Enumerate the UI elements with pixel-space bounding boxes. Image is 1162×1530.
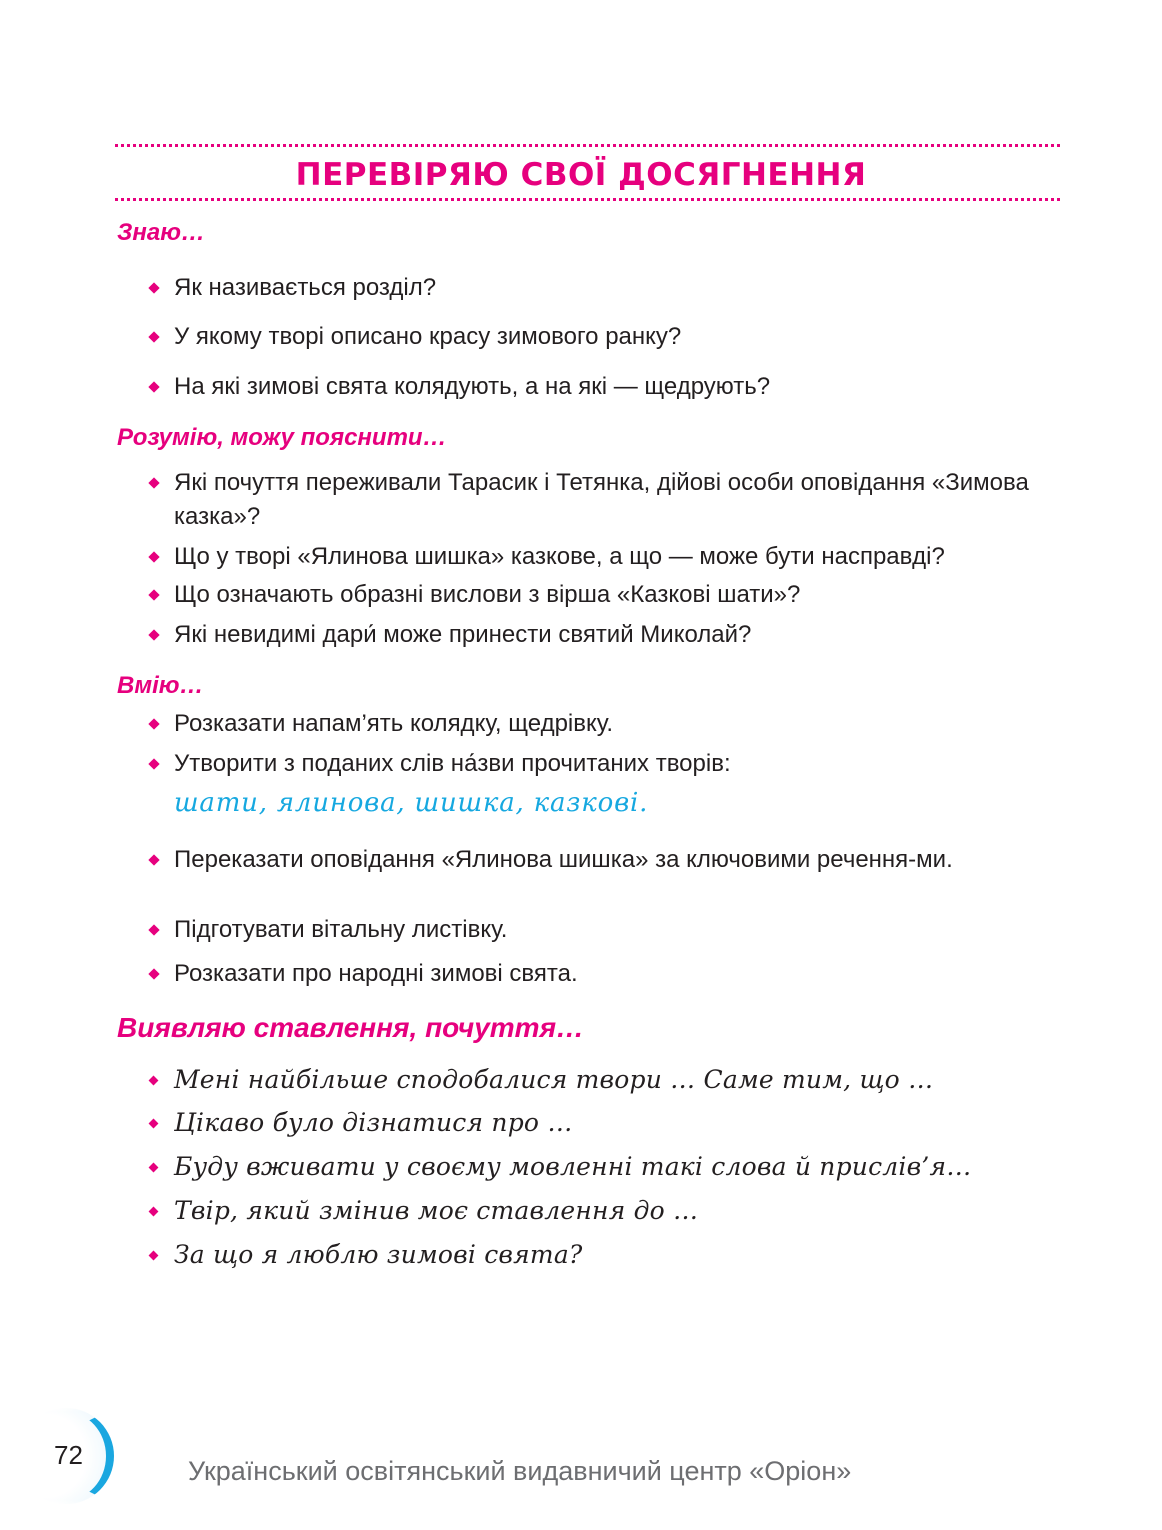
diamond-bullet-icon bbox=[148, 282, 159, 293]
publisher-footer: Український освітянський видавничий центр «Оріон» bbox=[188, 1456, 852, 1486]
diamond-bullet-icon bbox=[148, 381, 159, 392]
list-item-text: Підготувати вітальну листівку. bbox=[174, 916, 508, 943]
diamond-bullet-icon bbox=[149, 1076, 159, 1086]
diamond-bullet-icon bbox=[148, 629, 159, 640]
list-item-text: Буду вживати у своєму мовленні такі слова й прислів’я… bbox=[174, 1152, 972, 1181]
diamond-bullet-icon bbox=[148, 718, 159, 729]
list-item-text: За що я люблю зимові свята? bbox=[174, 1240, 583, 1269]
section-heading-attitude: Виявляю ставлення, почуття… bbox=[117, 1012, 585, 1043]
diamond-bullet-icon bbox=[148, 477, 159, 488]
diamond-bullet-icon bbox=[148, 331, 159, 342]
list-item-text: Що у творі «Ялинова шишка» казкове, а що — може бути насправді? bbox=[174, 543, 945, 570]
word-list: шати, ялинова, шишка, казкові. bbox=[174, 788, 649, 818]
list-item-text: У якому творі описано красу зимового ранку? bbox=[174, 323, 682, 350]
diamond-bullet-icon bbox=[148, 551, 159, 562]
diamond-bullet-icon bbox=[149, 1251, 159, 1261]
list-item-text: Утворити з поданих слів на́зви прочитаних творів: bbox=[174, 750, 731, 777]
dotted-divider-top bbox=[115, 144, 1060, 147]
diamond-bullet-icon bbox=[148, 854, 159, 865]
list-item-text: Які невидимі дари́ може принести святий Миколай? bbox=[174, 621, 752, 648]
diamond-bullet-icon bbox=[148, 968, 159, 979]
diamond-bullet-icon bbox=[149, 1163, 159, 1173]
page-number: 72 bbox=[54, 1440, 83, 1470]
list-item-text: Які почуття переживали Тарасик і Тетянка, дійові особи оповідання «Зимова казка»? bbox=[174, 469, 1029, 530]
list-item-text: Що означають образні вислови з вірша «Казкові шати»? bbox=[174, 581, 801, 608]
diamond-bullet-icon bbox=[149, 1207, 159, 1217]
dotted-divider-bottom bbox=[115, 198, 1060, 201]
list-item-text: На які зимові свята колядують, а на які — щедрують? bbox=[174, 373, 771, 400]
section-heading-understand: Розумію, можу пояснити… bbox=[117, 424, 447, 451]
diamond-bullet-icon bbox=[148, 589, 159, 600]
list-item-text: Цікаво було дізнатися про … bbox=[174, 1108, 573, 1137]
diamond-bullet-icon bbox=[148, 758, 159, 769]
list-item-text: Як називається розділ? bbox=[174, 274, 437, 301]
list-item-text: Мені найбільше сподобалися твори … Саме тим, що … bbox=[174, 1065, 934, 1094]
section-heading-can: Вмію… bbox=[117, 672, 204, 699]
list-item-text: Розказати напам’ять колядку, щедрівку. bbox=[174, 710, 614, 737]
page-title: ПЕРЕВІРЯЮ СВОЇ ДОСЯГНЕННЯ bbox=[295, 157, 867, 193]
diamond-bullet-icon bbox=[149, 1119, 159, 1129]
list-item-text: Переказати оповідання «Ялинова шишка» за ключовими речення-ми. bbox=[174, 846, 953, 873]
list-item-text: Твір, який змінив моє ставлення до … bbox=[174, 1196, 699, 1225]
section-heading-know: Знаю… bbox=[117, 219, 206, 246]
diamond-bullet-icon bbox=[148, 924, 159, 935]
list-item-text: Розказати про народні зимові свята. bbox=[174, 960, 578, 987]
